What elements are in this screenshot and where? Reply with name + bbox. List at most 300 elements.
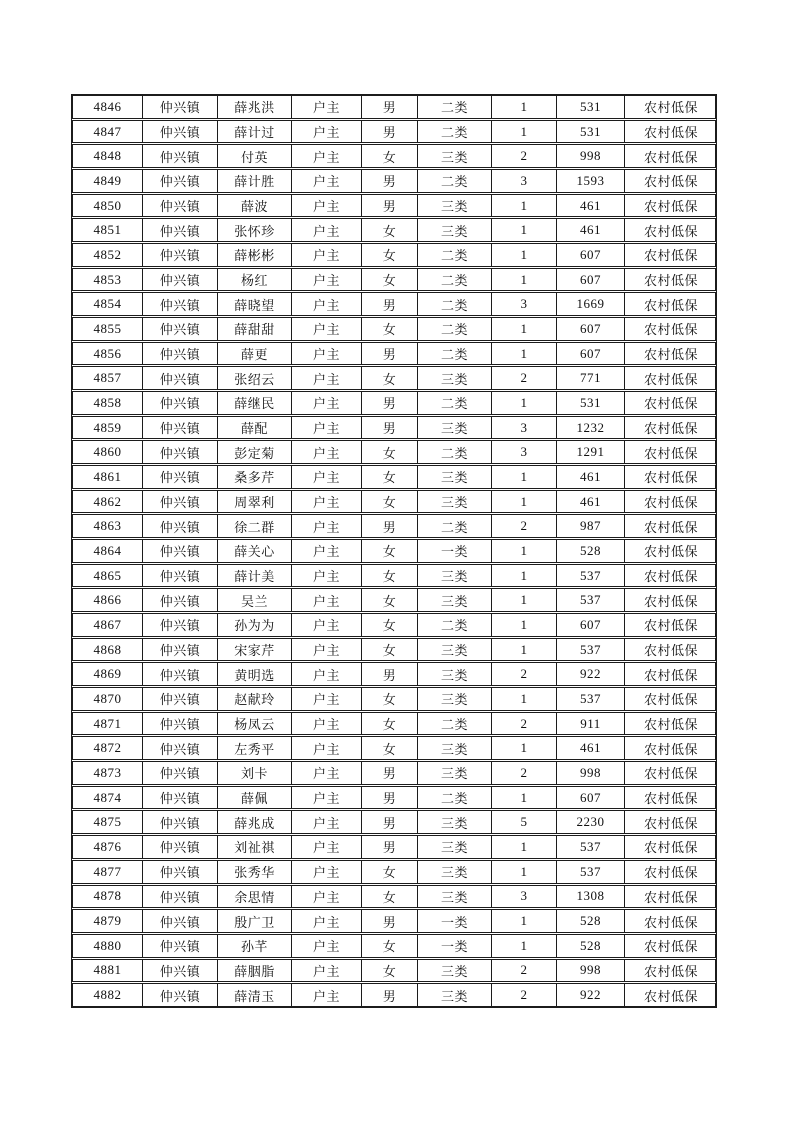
relation-cell: 户主 (292, 96, 362, 118)
table-row (72, 465, 716, 489)
category-cell: 三类 (418, 491, 492, 513)
person-name-cell: 薛清玉 (218, 984, 292, 1006)
person-count-cell: 1 (492, 639, 557, 661)
category-cell: 二类 (418, 343, 492, 365)
welfare-type-cell: 农村低保 (643, 815, 698, 831)
person-name-cell: 杨凤云 (218, 713, 292, 735)
relation-cell: 户主 (292, 688, 362, 710)
gender-cell: 女 (362, 589, 418, 611)
amount-cell: 531 (557, 392, 625, 414)
gender-cell: 男 (362, 392, 418, 414)
table-row (72, 885, 716, 909)
category-cell: 二类 (418, 244, 492, 266)
category-cell: 三类 (418, 466, 492, 488)
person-count-cell: 2 (492, 515, 557, 537)
serial-number-cell: 4882 (73, 984, 143, 1006)
serial-number-cell: 4866 (73, 589, 143, 611)
amount-cell: 1291 (557, 441, 625, 463)
table-row (72, 514, 716, 538)
gender-cell: 男 (362, 663, 418, 685)
gender-cell: 女 (362, 935, 418, 957)
person-count-cell: 1 (492, 910, 557, 932)
relation-cell: 户主 (292, 836, 362, 858)
welfare-type-cell: 农村低保 (643, 223, 698, 239)
town-cell: 仲兴镇 (143, 960, 218, 982)
welfare-type-cell: 农村低保 (643, 889, 698, 905)
serial-number-cell: 4850 (73, 195, 143, 217)
category-cell: 二类 (418, 121, 492, 143)
amount-cell: 531 (557, 121, 625, 143)
town-cell: 仲兴镇 (143, 244, 218, 266)
category-cell: 三类 (418, 984, 492, 1006)
category-cell: 一类 (418, 540, 492, 562)
category-cell: 三类 (418, 639, 492, 661)
amount-cell: 911 (557, 713, 625, 735)
serial-number-cell: 4862 (73, 491, 143, 513)
amount-cell: 537 (557, 688, 625, 710)
amount-cell: 537 (557, 639, 625, 661)
welfare-type-cell: 农村低保 (643, 939, 698, 955)
serial-number-cell: 4877 (73, 861, 143, 883)
person-name-cell: 周翠利 (218, 491, 292, 513)
person-count-cell: 1 (492, 565, 557, 587)
amount-cell: 537 (557, 861, 625, 883)
gender-cell: 女 (362, 639, 418, 661)
relation-cell: 户主 (292, 861, 362, 883)
town-cell: 仲兴镇 (143, 787, 218, 809)
person-name-cell: 张绍云 (218, 367, 292, 389)
gender-cell: 男 (362, 836, 418, 858)
table-row (72, 169, 716, 193)
person-name-cell: 刘卡 (218, 762, 292, 784)
town-cell: 仲兴镇 (143, 170, 218, 192)
serial-number-cell: 4864 (73, 540, 143, 562)
person-name-cell: 薛计胜 (218, 170, 292, 192)
gender-cell: 女 (362, 886, 418, 908)
welfare-type-cell: 农村低保 (643, 988, 698, 1004)
serial-number-cell: 4869 (73, 663, 143, 685)
table-row (72, 736, 716, 760)
welfare-type-cell: 农村低保 (643, 569, 698, 585)
town-cell: 仲兴镇 (143, 836, 218, 858)
person-count-cell: 1 (492, 540, 557, 562)
relation-cell: 户主 (292, 886, 362, 908)
amount-cell: 537 (557, 565, 625, 587)
relation-cell: 户主 (292, 663, 362, 685)
table-row (72, 909, 716, 933)
serial-number-cell: 4859 (73, 417, 143, 439)
serial-number-cell: 4848 (73, 145, 143, 167)
gender-cell: 男 (362, 762, 418, 784)
welfare-type-cell: 农村低保 (643, 421, 698, 437)
town-cell: 仲兴镇 (143, 811, 218, 833)
person-name-cell: 黄明选 (218, 663, 292, 685)
person-count-cell: 3 (492, 417, 557, 439)
category-cell: 二类 (418, 318, 492, 340)
table-row (72, 490, 716, 514)
person-count-cell: 1 (492, 861, 557, 883)
person-count-cell: 1 (492, 269, 557, 291)
amount-cell: 998 (557, 960, 625, 982)
person-count-cell: 2 (492, 663, 557, 685)
amount-cell: 998 (557, 762, 625, 784)
town-cell: 仲兴镇 (143, 392, 218, 414)
person-name-cell: 薛计美 (218, 565, 292, 587)
welfare-type-cell: 农村低保 (643, 174, 698, 190)
town-cell: 仲兴镇 (143, 466, 218, 488)
table-row (72, 416, 716, 440)
relation-cell: 户主 (292, 910, 362, 932)
town-cell: 仲兴镇 (143, 219, 218, 241)
relation-cell: 户主 (292, 491, 362, 513)
gender-cell: 男 (362, 811, 418, 833)
welfare-type-cell: 农村低保 (643, 618, 698, 634)
gender-cell: 女 (362, 145, 418, 167)
person-name-cell: 徐二群 (218, 515, 292, 537)
person-count-cell: 1 (492, 244, 557, 266)
amount-cell: 528 (557, 910, 625, 932)
town-cell: 仲兴镇 (143, 293, 218, 315)
relation-cell: 户主 (292, 441, 362, 463)
welfare-type-cell: 农村低保 (643, 495, 698, 511)
category-cell: 二类 (418, 614, 492, 636)
category-cell: 二类 (418, 787, 492, 809)
welfare-type-cell: 农村低保 (643, 297, 698, 313)
relation-cell: 户主 (292, 984, 362, 1006)
serial-number-cell: 4863 (73, 515, 143, 537)
table-row (72, 194, 716, 218)
relation-cell: 户主 (292, 417, 362, 439)
category-cell: 三类 (418, 195, 492, 217)
town-cell: 仲兴镇 (143, 910, 218, 932)
person-count-cell: 1 (492, 121, 557, 143)
person-count-cell: 1 (492, 787, 557, 809)
amount-cell: 2230 (557, 811, 625, 833)
person-name-cell: 孙为为 (218, 614, 292, 636)
town-cell: 仲兴镇 (143, 318, 218, 340)
category-cell: 二类 (418, 269, 492, 291)
person-count-cell: 2 (492, 762, 557, 784)
relation-cell: 户主 (292, 713, 362, 735)
person-count-cell: 1 (492, 392, 557, 414)
table-row (72, 712, 716, 736)
welfare-type-cell: 农村低保 (643, 717, 698, 733)
person-count-cell: 3 (492, 293, 557, 315)
town-cell: 仲兴镇 (143, 737, 218, 759)
amount-cell: 528 (557, 540, 625, 562)
town-cell: 仲兴镇 (143, 367, 218, 389)
serial-number-cell: 4852 (73, 244, 143, 266)
person-name-cell: 张秀华 (218, 861, 292, 883)
town-cell: 仲兴镇 (143, 121, 218, 143)
table-row (72, 268, 716, 292)
serial-number-cell: 4875 (73, 811, 143, 833)
gender-cell: 女 (362, 491, 418, 513)
relation-cell: 户主 (292, 935, 362, 957)
person-name-cell: 张怀珍 (218, 219, 292, 241)
amount-cell: 461 (557, 195, 625, 217)
person-name-cell: 桑多芹 (218, 466, 292, 488)
town-cell: 仲兴镇 (143, 565, 218, 587)
table-row (72, 786, 716, 810)
relation-cell: 户主 (292, 466, 362, 488)
welfare-type-cell: 农村低保 (643, 840, 698, 856)
welfare-type-cell: 农村低保 (643, 519, 698, 535)
gender-cell: 女 (362, 960, 418, 982)
table-row (72, 860, 716, 884)
relation-cell: 户主 (292, 737, 362, 759)
gender-cell: 男 (362, 293, 418, 315)
serial-number-cell: 4847 (73, 121, 143, 143)
relation-cell: 户主 (292, 762, 362, 784)
serial-number-cell: 4860 (73, 441, 143, 463)
serial-number-cell: 4857 (73, 367, 143, 389)
gender-cell: 女 (362, 269, 418, 291)
amount-cell: 528 (557, 935, 625, 957)
table-row (72, 317, 716, 341)
category-cell: 三类 (418, 417, 492, 439)
table-row (72, 218, 716, 242)
table-row (72, 835, 716, 859)
serial-number-cell: 4851 (73, 219, 143, 241)
gender-cell: 男 (362, 787, 418, 809)
relation-cell: 户主 (292, 269, 362, 291)
welfare-type-cell: 农村低保 (643, 593, 698, 609)
gender-cell: 女 (362, 737, 418, 759)
serial-number-cell: 4879 (73, 910, 143, 932)
relation-cell: 户主 (292, 589, 362, 611)
serial-number-cell: 4870 (73, 688, 143, 710)
gender-cell: 女 (362, 244, 418, 266)
amount-cell: 922 (557, 663, 625, 685)
serial-number-cell: 4878 (73, 886, 143, 908)
category-cell: 三类 (418, 589, 492, 611)
person-name-cell: 刘祉祺 (218, 836, 292, 858)
welfare-type-cell: 农村低保 (643, 445, 698, 461)
serial-number-cell: 4871 (73, 713, 143, 735)
person-name-cell: 彭定菊 (218, 441, 292, 463)
town-cell: 仲兴镇 (143, 417, 218, 439)
person-name-cell: 薛晓望 (218, 293, 292, 315)
relation-cell: 户主 (292, 515, 362, 537)
welfare-type-cell: 农村低保 (643, 692, 698, 708)
serial-number-cell: 4865 (73, 565, 143, 587)
person-count-cell: 2 (492, 960, 557, 982)
gender-cell: 女 (362, 219, 418, 241)
gender-cell: 女 (362, 318, 418, 340)
serial-number-cell: 4868 (73, 639, 143, 661)
relation-cell: 户主 (292, 219, 362, 241)
welfare-type-cell: 农村低保 (643, 865, 698, 881)
town-cell: 仲兴镇 (143, 861, 218, 883)
person-count-cell: 1 (492, 589, 557, 611)
serial-number-cell: 4872 (73, 737, 143, 759)
amount-cell: 607 (557, 343, 625, 365)
category-cell: 三类 (418, 737, 492, 759)
person-name-cell: 薛关心 (218, 540, 292, 562)
table-row (72, 761, 716, 785)
gender-cell: 男 (362, 170, 418, 192)
welfare-type-cell: 农村低保 (643, 667, 698, 683)
category-cell: 三类 (418, 367, 492, 389)
relation-cell: 户主 (292, 244, 362, 266)
category-cell: 二类 (418, 170, 492, 192)
amount-cell: 537 (557, 589, 625, 611)
welfare-type-cell: 农村低保 (643, 914, 698, 930)
person-count-cell: 3 (492, 170, 557, 192)
amount-cell: 607 (557, 614, 625, 636)
person-name-cell: 左秀平 (218, 737, 292, 759)
welfare-type-cell: 农村低保 (643, 322, 698, 338)
category-cell: 一类 (418, 935, 492, 957)
welfare-type-cell: 农村低保 (643, 273, 698, 289)
person-name-cell: 薛佩 (218, 787, 292, 809)
relation-cell: 户主 (292, 614, 362, 636)
table-row (72, 243, 716, 267)
amount-cell: 1669 (557, 293, 625, 315)
serial-number-cell: 4854 (73, 293, 143, 315)
category-cell: 三类 (418, 145, 492, 167)
person-count-cell: 1 (492, 466, 557, 488)
amount-cell: 1308 (557, 886, 625, 908)
serial-number-cell: 4876 (73, 836, 143, 858)
person-name-cell: 余思情 (218, 886, 292, 908)
welfare-type-cell: 农村低保 (643, 741, 698, 757)
welfare-type-cell: 农村低保 (643, 248, 698, 264)
person-name-cell: 薛波 (218, 195, 292, 217)
welfare-type-cell: 农村低保 (643, 371, 698, 387)
relation-cell: 户主 (292, 639, 362, 661)
table-row (72, 662, 716, 686)
person-name-cell: 杨红 (218, 269, 292, 291)
amount-cell: 461 (557, 491, 625, 513)
town-cell: 仲兴镇 (143, 713, 218, 735)
person-count-cell: 5 (492, 811, 557, 833)
person-count-cell: 1 (492, 318, 557, 340)
town-cell: 仲兴镇 (143, 886, 218, 908)
serial-number-cell: 4858 (73, 392, 143, 414)
person-count-cell: 2 (492, 145, 557, 167)
gender-cell: 男 (362, 343, 418, 365)
gender-cell: 女 (362, 367, 418, 389)
amount-cell: 607 (557, 787, 625, 809)
relation-cell: 户主 (292, 293, 362, 315)
gender-cell: 男 (362, 195, 418, 217)
town-cell: 仲兴镇 (143, 515, 218, 537)
relation-cell: 户主 (292, 195, 362, 217)
serial-number-cell: 4853 (73, 269, 143, 291)
welfare-type-cell: 农村低保 (643, 125, 698, 140)
table-row (72, 539, 716, 563)
serial-number-cell: 4880 (73, 935, 143, 957)
town-cell: 仲兴镇 (143, 195, 218, 217)
category-cell: 二类 (418, 713, 492, 735)
serial-number-cell: 4867 (73, 614, 143, 636)
person-name-cell: 薛彬彬 (218, 244, 292, 266)
table-row (72, 95, 716, 119)
person-count-cell: 1 (492, 836, 557, 858)
person-name-cell: 殷广卫 (218, 910, 292, 932)
category-cell: 三类 (418, 219, 492, 241)
town-cell: 仲兴镇 (143, 441, 218, 463)
town-cell: 仲兴镇 (143, 663, 218, 685)
category-cell: 二类 (418, 441, 492, 463)
amount-cell: 461 (557, 737, 625, 759)
relation-cell: 户主 (292, 540, 362, 562)
person-name-cell: 孙芊 (218, 935, 292, 957)
town-cell: 仲兴镇 (143, 762, 218, 784)
relation-cell: 户主 (292, 392, 362, 414)
welfare-type-cell: 农村低保 (643, 199, 698, 215)
amount-cell: 922 (557, 984, 625, 1006)
town-cell: 仲兴镇 (143, 145, 218, 167)
category-cell: 三类 (418, 960, 492, 982)
person-count-cell: 2 (492, 984, 557, 1006)
amount-cell: 607 (557, 269, 625, 291)
category-cell: 一类 (418, 910, 492, 932)
amount-cell: 987 (557, 515, 625, 537)
person-count-cell: 1 (492, 219, 557, 241)
person-name-cell: 薛计过 (218, 121, 292, 143)
relation-cell: 户主 (292, 960, 362, 982)
person-count-cell: 3 (492, 441, 557, 463)
table-row (72, 292, 716, 316)
welfare-table (71, 94, 717, 1008)
town-cell: 仲兴镇 (143, 639, 218, 661)
person-name-cell: 吴兰 (218, 589, 292, 611)
serial-number-cell: 4856 (73, 343, 143, 365)
amount-cell: 461 (557, 466, 625, 488)
town-cell: 仲兴镇 (143, 589, 218, 611)
relation-cell: 户主 (292, 121, 362, 143)
category-cell: 二类 (418, 96, 492, 118)
relation-cell: 户主 (292, 170, 362, 192)
relation-cell: 户主 (292, 318, 362, 340)
town-cell: 仲兴镇 (143, 984, 218, 1006)
table-row (72, 120, 716, 144)
town-cell: 仲兴镇 (143, 688, 218, 710)
person-count-cell: 1 (492, 96, 557, 118)
serial-number-cell: 4873 (73, 762, 143, 784)
welfare-type-cell: 农村低保 (643, 347, 698, 363)
welfare-type-cell: 农村低保 (643, 791, 698, 807)
person-name-cell: 薛兆成 (218, 811, 292, 833)
gender-cell: 男 (362, 984, 418, 1006)
category-cell: 三类 (418, 762, 492, 784)
person-count-cell: 3 (492, 886, 557, 908)
town-cell: 仲兴镇 (143, 96, 218, 118)
amount-cell: 1232 (557, 417, 625, 439)
serial-number-cell: 4874 (73, 787, 143, 809)
serial-number-cell: 4855 (73, 318, 143, 340)
welfare-type-cell: 农村低保 (643, 396, 698, 412)
person-name-cell: 薛甜甜 (218, 318, 292, 340)
person-name-cell: 薛兆洪 (218, 96, 292, 118)
gender-cell: 男 (362, 910, 418, 932)
gender-cell: 女 (362, 614, 418, 636)
person-name-cell: 赵献玲 (218, 688, 292, 710)
person-count-cell: 1 (492, 935, 557, 957)
category-cell: 二类 (418, 392, 492, 414)
amount-cell: 1593 (557, 170, 625, 192)
category-cell: 三类 (418, 565, 492, 587)
category-cell: 二类 (418, 515, 492, 537)
gender-cell: 女 (362, 861, 418, 883)
gender-cell: 男 (362, 121, 418, 143)
table-row (72, 366, 716, 390)
person-name-cell: 薛胭脂 (218, 960, 292, 982)
gender-cell: 女 (362, 441, 418, 463)
